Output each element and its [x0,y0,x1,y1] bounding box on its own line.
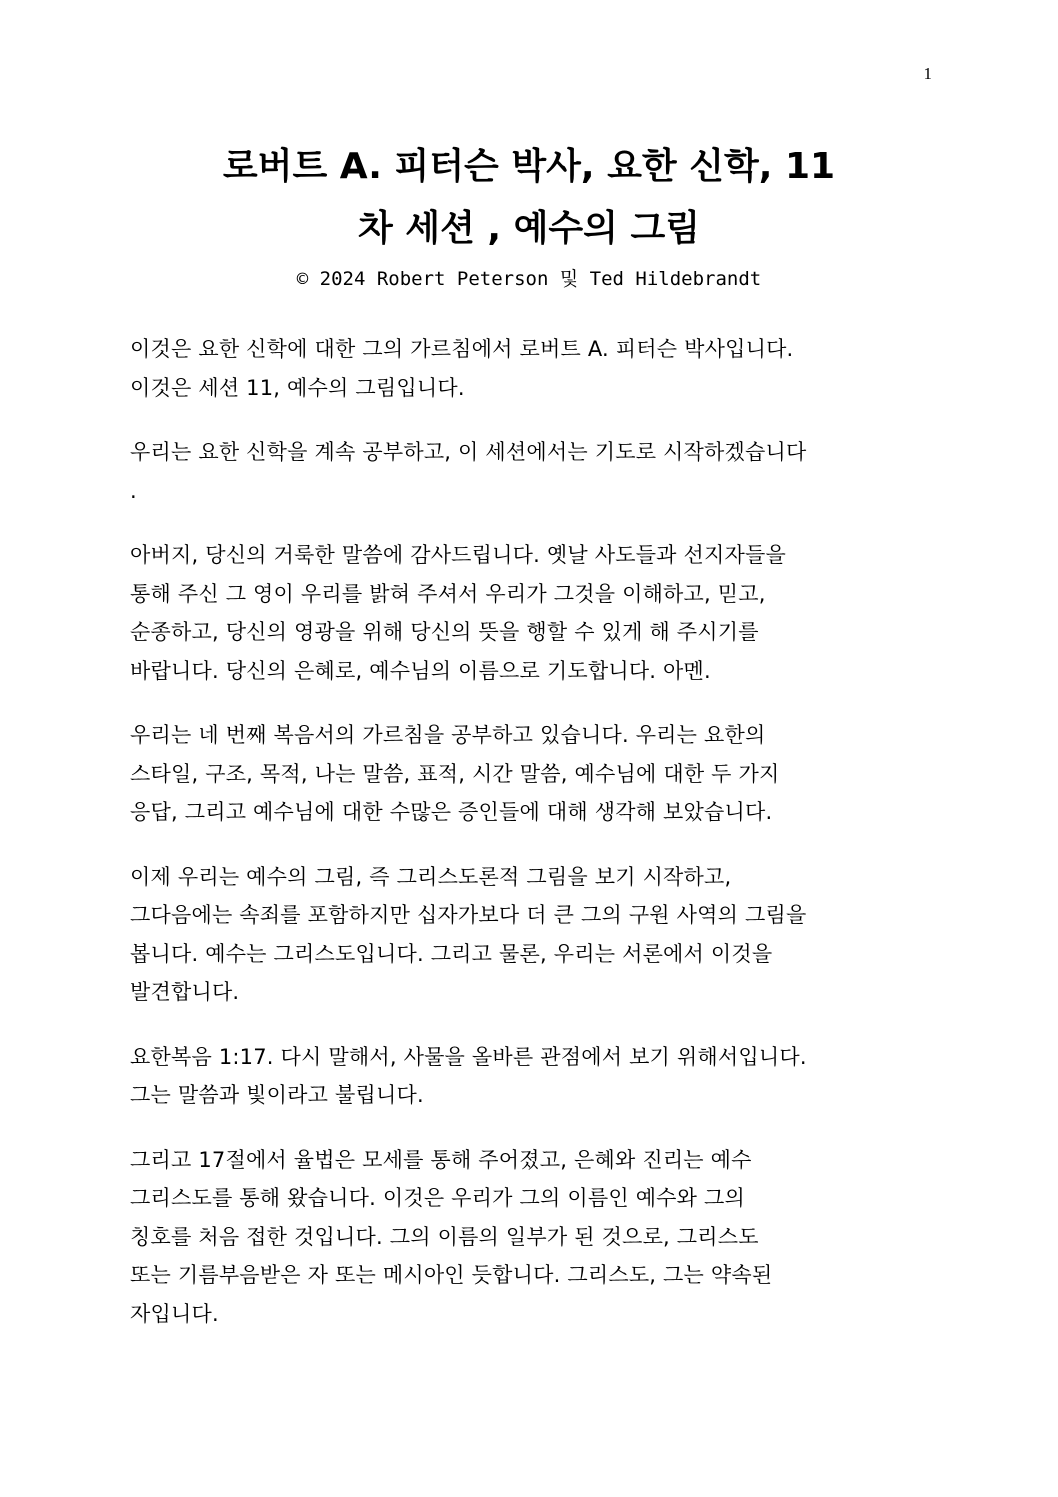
text-line: 바랍니다. 당신의 은혜로, 예수님의 이름으로 기도합니다. 아멘. [130,658,711,683]
copyright-notice: © 2024 Robert Peterson 및 Ted Hildebrandt [296,268,762,290]
text-line: 통해 주신 그 영이 우리를 밝혀 주셔서 우리가 그것을 이해하고, 믿고, [130,581,766,606]
paragraph [130,716,930,832]
page-number: 1 [923,64,932,83]
text-line: 이제 우리는 예수의 그림, 즉 그리스도론적 그림을 보기 시작하고, [130,864,732,889]
text-line: 요한복음 1:17. 다시 말해서, 사물을 올바른 관점에서 보기 위해서입니다. [130,1044,807,1069]
paragraph [130,1038,930,1115]
paragraph [130,330,930,407]
text-line: 아버지, 당신의 거룩한 말씀에 감사드립니다. 옛날 사도들과 선지자들을 [130,543,786,567]
title-line: 차 세션 , 예수의 그림 [357,208,701,249]
text-line: 이것은 세션 11, 예수의 그림입니다. [130,375,465,400]
paragraph [130,536,930,690]
paragraph [130,1141,930,1334]
text-line: 자입니다. [130,1301,219,1326]
paragraph [130,433,930,510]
document-body [130,330,930,1359]
text-line: 이것은 요한 신학에 대한 그의 가르침에서 로버트 A. 피터슨 박사입니다. [130,337,794,361]
text-line: 응답, 그리고 예수님에 대한 수많은 증인들에 대해 생각해 보았습니다. [130,800,773,824]
text-line: 스타일, 구조, 목적, 나는 말씀, 표적, 시간 말씀, 예수님에 대한 두 가지 [130,761,780,786]
text-line: 우리는 요한 신학을 계속 공부하고, 이 세션에서는 기도로 시작하겠습니다 [130,440,807,464]
text-line: 우리는 네 번째 복음서의 가르침을 공부하고 있습니다. 우리는 요한의 [130,723,766,747]
text-line: 봅니다. 예수는 그리스도입니다. 그리고 물론, 우리는 서론에서 이것을 [130,941,773,966]
text-line: 또는 기름부음받은 자 또는 메시아인 듯합니다. 그리스도, 그는 약속된 [130,1263,773,1287]
text-line: 칭호를 처음 접한 것입니다. 그의 이름의 일부가 된 것으로, 그리스도 [130,1224,759,1249]
paragraph [130,858,930,1012]
text-line: 순종하고, 당신의 영광을 위해 당신의 뜻을 행할 수 있게 해 주시기를 [130,620,759,644]
text-line: 그리고 17절에서 율법은 모세를 통해 주어졌고, 은혜와 진리는 예수 [130,1147,752,1172]
text-line: 발견합니다. [130,980,240,1004]
text-line: 그는 말씀과 빛이라고 불립니다. [130,1083,424,1107]
text-line: . [130,478,137,503]
document-title [100,136,958,260]
text-line: 그리스도를 통해 왔습니다. 이것은 우리가 그의 이름인 예수와 그의 [130,1186,745,1210]
title-line: 로버트 A. 피터슨 박사, 요한 신학, 11 [222,146,836,187]
text-line: 그다음에는 속죄를 포함하지만 십자가보다 더 큰 그의 구원 사역의 그림을 [130,903,807,927]
